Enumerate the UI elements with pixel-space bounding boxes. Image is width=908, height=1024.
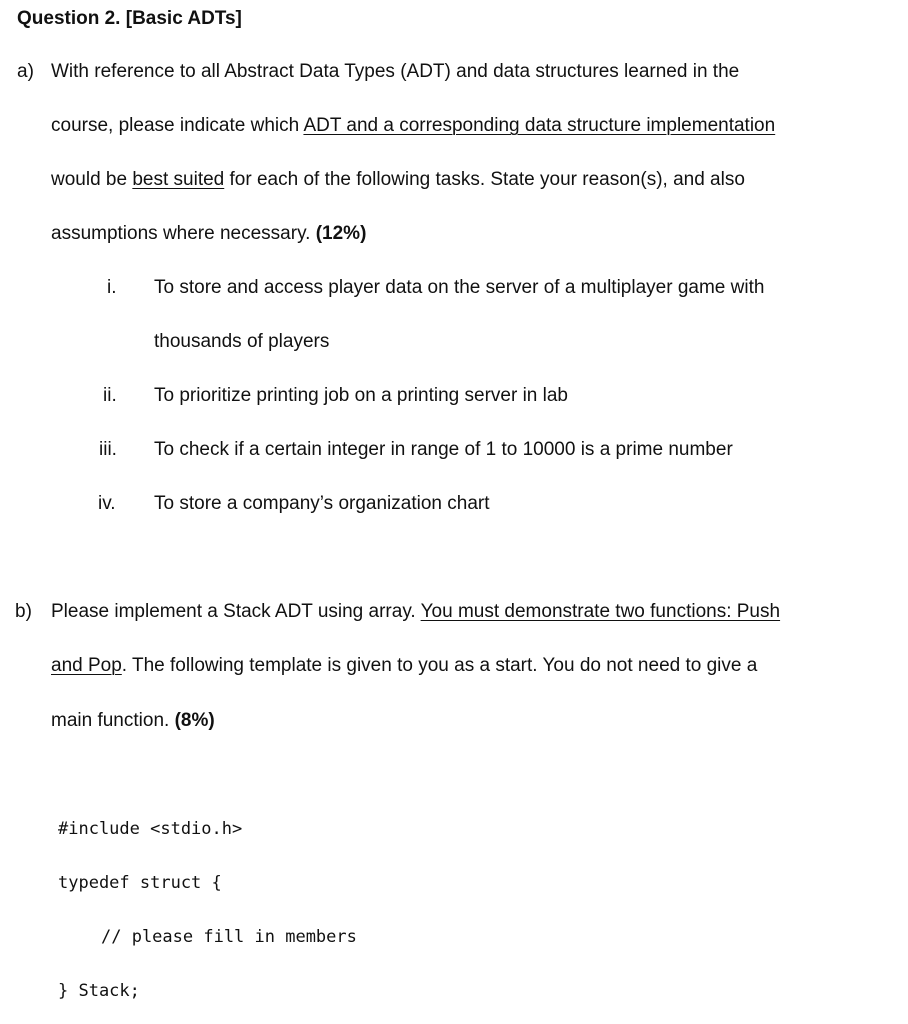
code-line: typedef struct { (58, 873, 222, 893)
part-b-line-2-suffix: . The following template is given to you as a start. You do not need to give a (121, 655, 758, 676)
task-number: iii. (99, 439, 117, 460)
part-a-label: a) (17, 61, 34, 82)
task-number: iv. (98, 493, 116, 514)
part-b-label: b) (15, 601, 32, 622)
part-a-line-2-prefix: course, please indicate which (51, 115, 304, 136)
task-text-continued: thousands of players (154, 331, 330, 352)
part-b-line-1-prefix: Please implement a Stack ADT using array. (51, 601, 421, 622)
part-b-line-3 (51, 709, 215, 733)
part-b-marks: (8%) (174, 710, 215, 731)
code-line: // please fill in members (101, 927, 357, 947)
task-text: To prioritize printing job on a printing server in lab (154, 385, 568, 406)
part-b-line-1-underlined: You must demonstrate two functions: Push (420, 601, 781, 622)
part-b-line-3-prefix: main function. (51, 710, 175, 731)
task-text: To store a company’s organization chart (154, 493, 490, 514)
part-a-line-4 (51, 222, 366, 246)
task-number: i. (107, 277, 117, 298)
part-b-line-2 (51, 654, 757, 678)
task-number: ii. (103, 385, 117, 406)
part-a-line-4-prefix: assumptions where necessary. (51, 223, 316, 244)
part-b-line-1 (51, 600, 780, 624)
task-text: To check if a certain integer in range of 1 to 10000 is a prime number (154, 439, 733, 460)
part-a-line-3 (51, 168, 745, 192)
question-title: Question 2. [Basic ADTs] (17, 8, 242, 29)
part-b-line-2-underlined: and Pop (51, 655, 122, 676)
part-a-line-3-underlined: best suited (132, 169, 225, 190)
part-a-line-3-suffix: for each of the following tasks. State your reason(s), and also (224, 169, 745, 190)
code-line: } Stack; (58, 981, 140, 1001)
part-a-line-3-prefix: would be (51, 169, 133, 190)
part-a-line-1: With reference to all Abstract Data Types (ADT) and data structures learned in the (51, 61, 740, 82)
part-a-line-2-underlined: ADT and a corresponding data structure implementation (303, 115, 776, 136)
task-text: To store and access player data on the server of a multiplayer game with (154, 277, 765, 298)
part-a-line-2 (51, 114, 775, 138)
part-a-marks: (12%) (315, 223, 367, 244)
code-line: #include <stdio.h> (58, 819, 243, 839)
